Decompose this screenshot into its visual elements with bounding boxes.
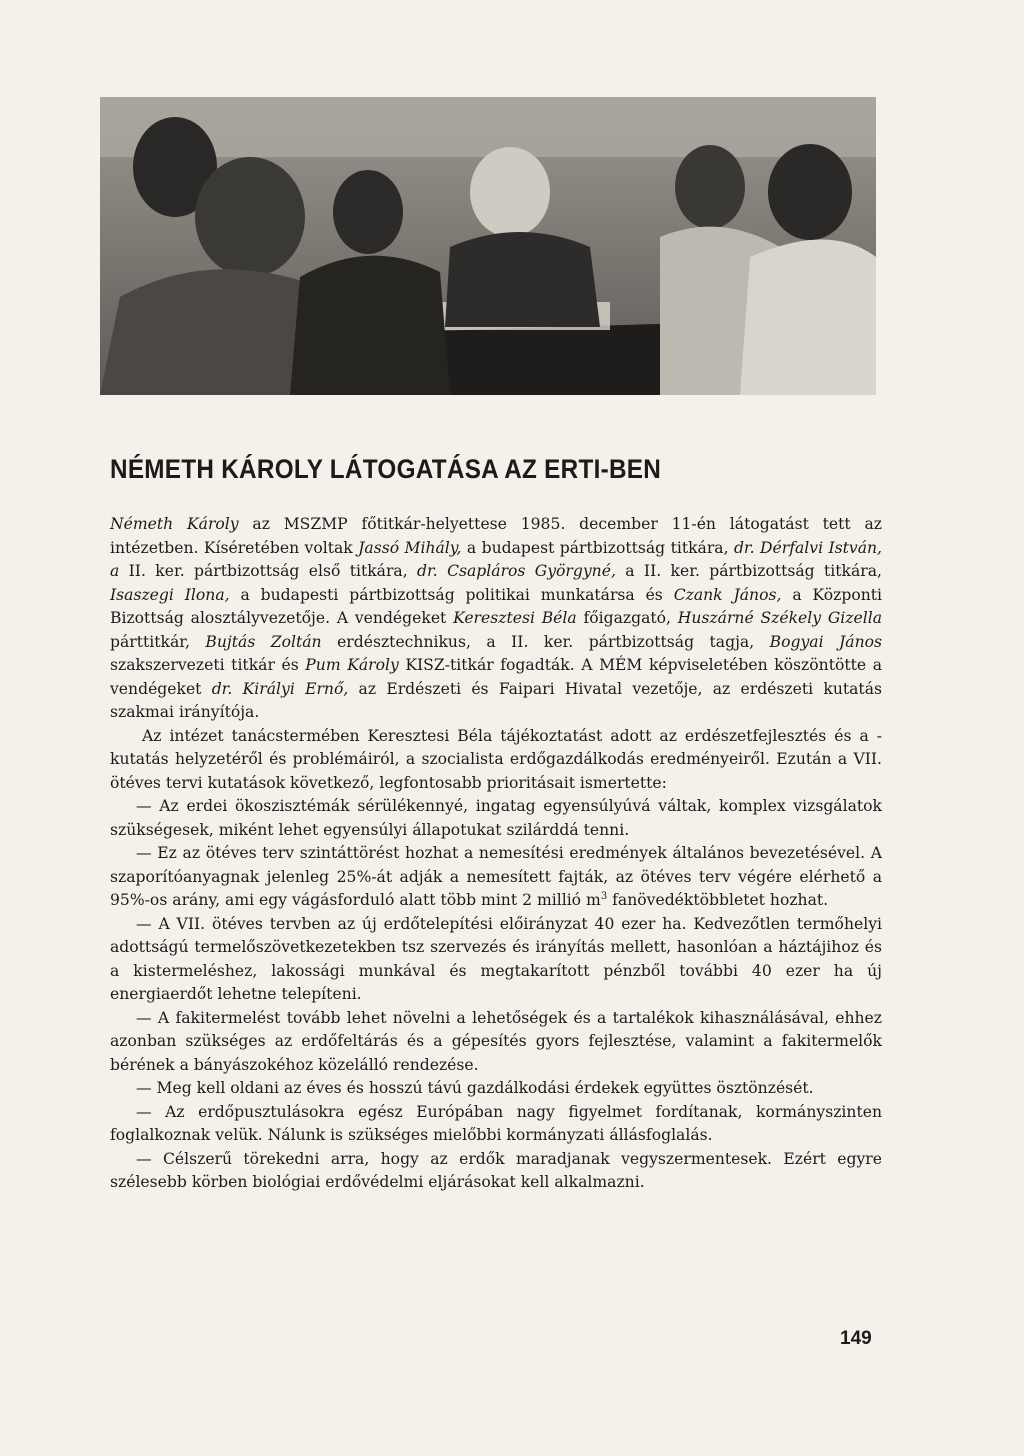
text-run: szakszervezeti titkár és xyxy=(110,656,306,674)
list-item-incentives: — Meg kell oldani az éves és hosszú távú gazdálkodási érdekek együttes ösztönzését. xyxy=(136,1079,814,1097)
person-name: dr. Csapláros Györgyné, xyxy=(417,562,616,580)
list-item-logging: — A fakitermelést tovább lehet növelni a lehetőségek és a tartalékok kihasználásával, ehhez azonban szükséges az erdőfeltárás és a gépesítés gyors fejlesztése, valamint a fakitermelők bérének a bányászokéhoz közelálló rendezése. xyxy=(110,1008,882,1074)
list-item-breeding xyxy=(110,842,882,913)
text-run: II. ker. pártbizottság első titkára, xyxy=(119,562,418,580)
person-name: Keresztesi Béla xyxy=(453,609,577,627)
person-name: Németh Károly xyxy=(110,515,239,533)
article-body xyxy=(110,513,882,1195)
person-name: Czank János, xyxy=(673,585,782,604)
article-title: NÉMETH KÁROLY LÁTOGATÁSA AZ ERTI-BEN xyxy=(110,454,662,484)
paragraph-briefing: Az intézet tanácstermében Keresztesi Béla tájékoztatást adott az erdészetfejlesztés és a -kutatás helyzetéről és problémáiról, a szocialista erdőgazdálkodás eredményeiről. Ezután a VII. ötéves tervi kutatások következő, legfontosabb prioritásait ismertette: xyxy=(110,726,882,792)
text-run: %-os arány, ami egy vágásforduló alatt több mint 2 millió m xyxy=(129,891,601,909)
page-number: 149 xyxy=(840,1328,872,1349)
meeting-photo xyxy=(100,97,876,395)
text-run: az MSZMP főtitkár-helyettese 1985. december 11-én látogatást tett az intézetben. Kíséretében voltak xyxy=(110,515,882,557)
text-run: fanövedéktöbbletet hozhat. xyxy=(607,891,829,909)
person-name: dr. Dérfalvi István, a xyxy=(110,538,883,580)
text-run: az Erdészeti és Faipari Hivatal vezetője, az erdészeti kutatás szakmai irányítója. xyxy=(110,679,882,721)
meeting-photo-drawing xyxy=(100,97,876,395)
person-name: Bujtás Zoltán xyxy=(205,632,322,651)
person-name: Bogyai János xyxy=(769,632,883,651)
text-run: főigazgató, xyxy=(576,609,678,627)
text-run: KISZ-titkár fogadták. A MÉM képviseletében köszöntötte a vendégeket xyxy=(110,656,882,698)
text-run: — Ez az ötéves terv szintáttörést hozhat a nemesítési eredmények általános bevezetésével. A szaporítóanyagnak jelenleg 25 xyxy=(110,844,882,886)
list-item-ecosystems: — Az erdei ökoszisztémák sérülékennyé, ingatag egyensúlyúvá váltak, komplex vizsgálatok szükségesek, miként lehet egyensúlyi állapotukat szilárddá tenni. xyxy=(110,797,882,839)
person-name: dr. Királyi Ernő, xyxy=(211,679,349,698)
list-item-chemical-free: — Célszerű törekedni arra, hogy az erdők maradjanak vegyszermentesek. Ezért egyre szélesebb körben biológiai erdővédelmi eljárásokat kell alkalmazni. xyxy=(110,1149,882,1191)
person-name: Isaszegi Ilona, xyxy=(110,585,230,604)
text-run: a budapest pártbizottság titkára, xyxy=(461,538,734,557)
text-run: a budapesti pártbizottság politikai munkatársa és xyxy=(229,585,674,604)
text-run: a Központi Bizottság alosztályvezetője. A vendégeket xyxy=(110,585,883,627)
text-run: a II. ker. pártbizottság titkára, xyxy=(615,562,882,580)
list-item-afforestation: — A VII. ötéves tervben az új erdőtelepítési előirányzat 40 ezer ha. Kedvezőtlen termőhelyi adottságú termelőszövetkezetekben tsz szervezés és irányítás mellett, hasonlóan a háztájihoz és a kistermeléshez, lakossági munkával és megtakarított pénzből további 40 ezer ha új energiaerdőt lehetne telepíteni. xyxy=(110,914,882,1003)
text-run: %-át adják a nemesített fajták, az ötéves terv végére elérhető a 95 xyxy=(110,867,882,909)
list-item-forest-decline: — Az erdőpusztulásokra egész Európában nagy figyelmet fordítanak, kormányszinten foglalkoznak velük. Nálunk is szükséges mielőbbi kormányzati állásfoglalás. xyxy=(110,1102,882,1144)
text-run: párttitkár, xyxy=(110,632,206,651)
person-name: Huszárné Székely Gizella xyxy=(677,609,882,627)
person-name: Jassó Mihály, xyxy=(358,538,462,557)
exponent: 3 xyxy=(600,890,608,902)
person-name: Pum Károly xyxy=(305,656,399,674)
text-run: erdésztechnikus, a II. ker. pártbizottság tagja, xyxy=(321,632,770,651)
intro-paragraph xyxy=(110,513,882,725)
